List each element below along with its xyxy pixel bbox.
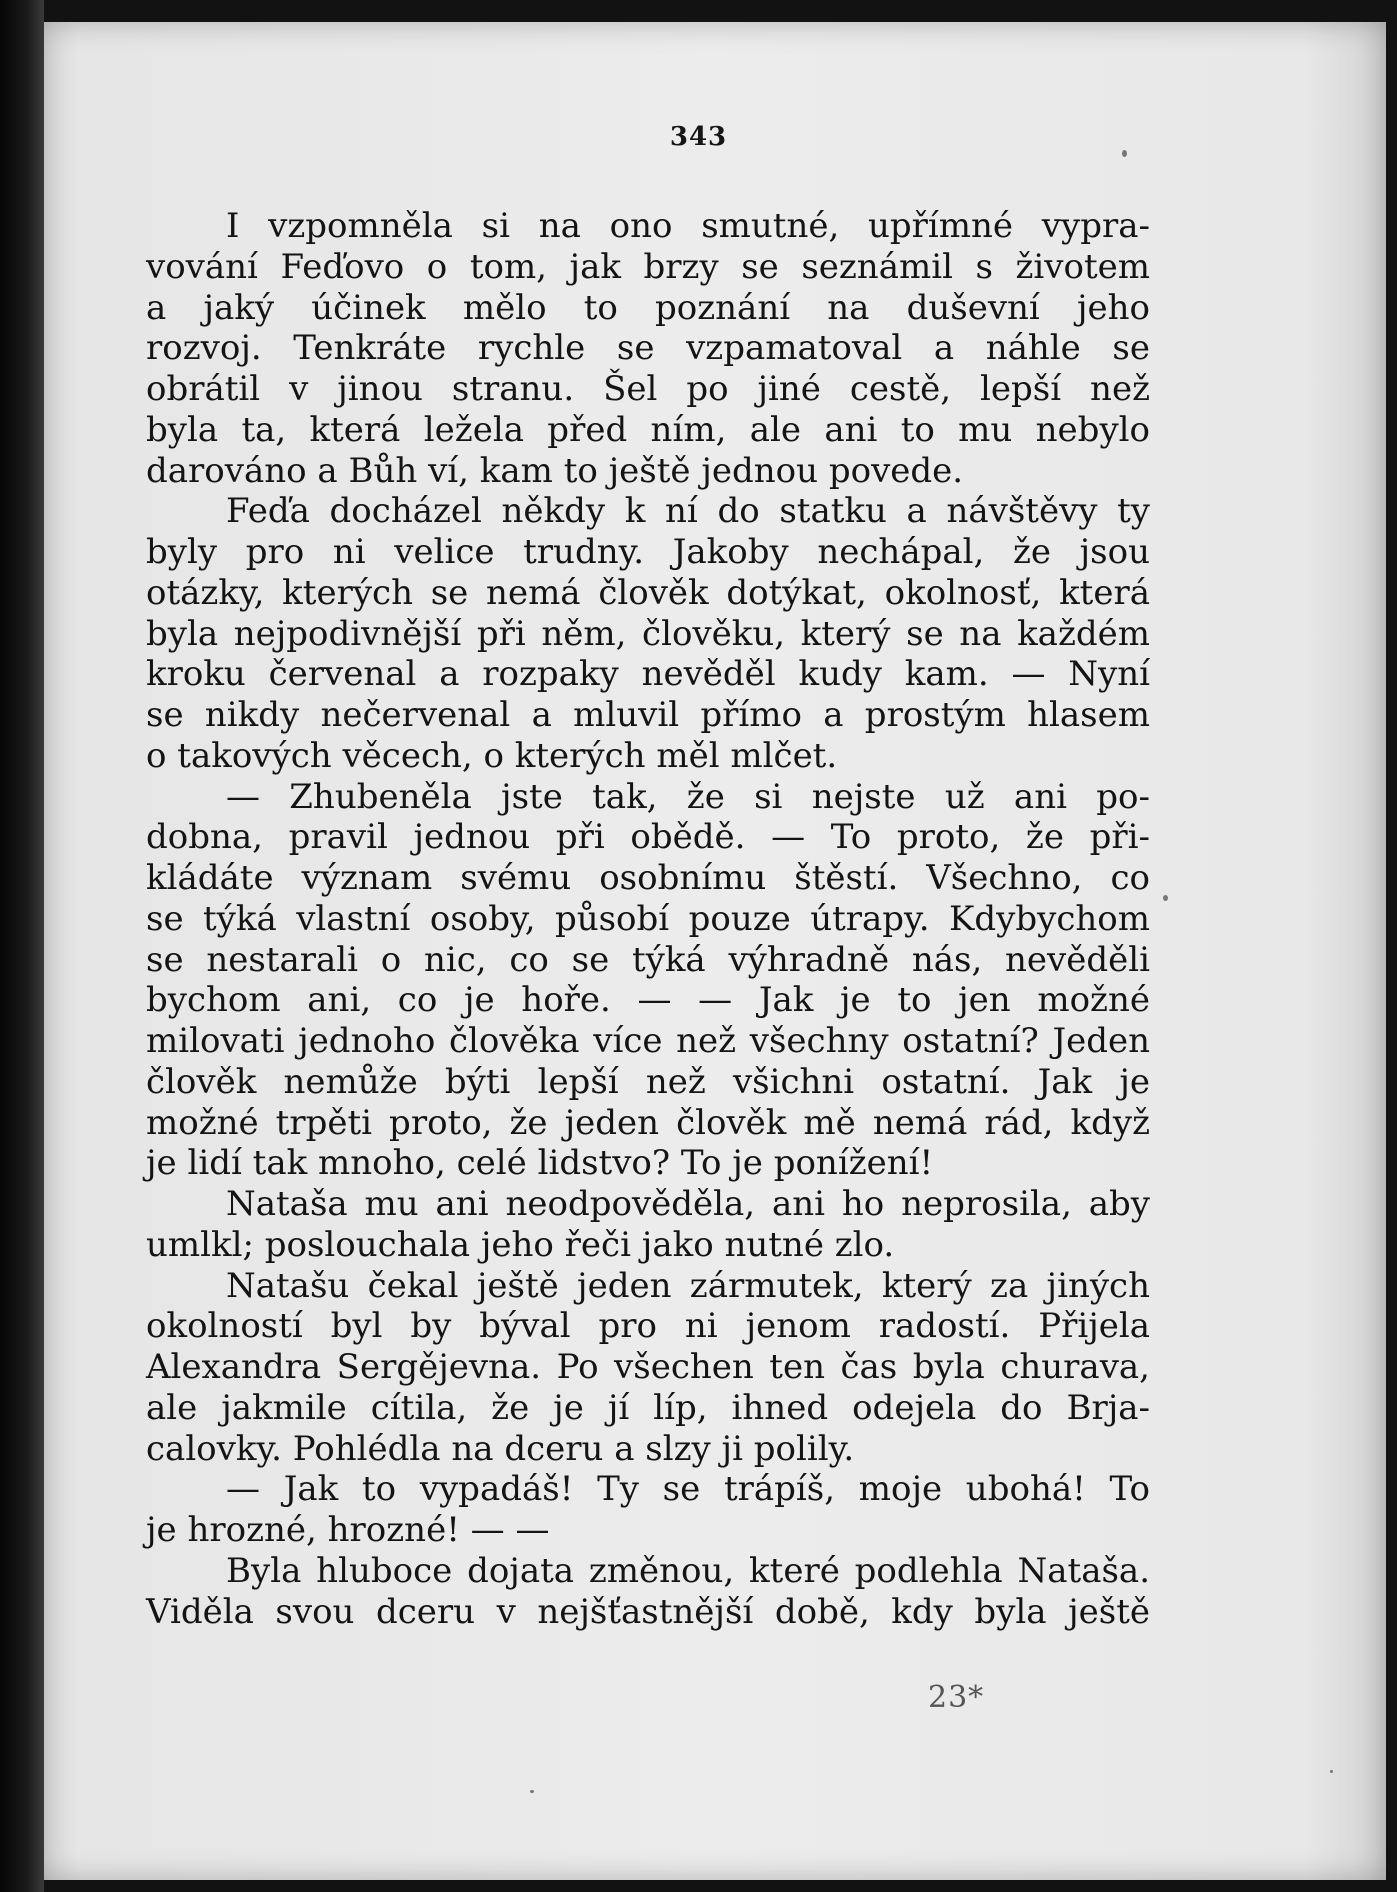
dust-speck [1330,1770,1333,1773]
text-line: ale jakmile cítila, že je jí líp, ihned odejela do Brja- [146,1387,1150,1428]
dust-speck [530,1790,534,1793]
text-line: bychom ani, co je hoře. — — Jak je to jen možné [146,980,1150,1021]
text-line: se nestarali o nic, co se týká výhradně nás, nevěděli [146,939,1150,980]
text-line: milovati jednoho člověka více než všechny ostatní? Jeden [146,1021,1150,1061]
text-line: se týká vlastní osoby, působí pouze útrapy. Kdybychom [146,898,1150,939]
text-line: Natašu čekal ještě jeden zármutek, který za jiných [226,1265,1150,1306]
text-line: Alexandra Sergějevna. Po všechen ten čas byla churava, [146,1347,1150,1387]
text-line: byla nejpodivnější při něm, člověku, který se na každém [146,613,1150,654]
text-line: je hrozné, hrozné! — — [146,1510,550,1550]
text-line: I vzpomněla si na ono smutné, upřímné vypra- [226,206,1150,246]
dust-speck [1163,895,1168,901]
text-line: a jaký účinek mělo to poznání na duševní jeho [146,287,1150,328]
text-line: darováno a Bůh ví, kam to ještě jednou povede. [146,450,964,491]
text-line: okolností byl by býval pro ni jenom radostí. Přijela [146,1306,1150,1347]
text-line: Nataša mu ani neodpověděla, ani ho neprosila, aby [226,1184,1150,1224]
page-number: 343 [669,122,728,152]
text-line: otázky, kterých se nemá člověk dotýkat, okolnosť, která [146,572,1150,613]
text-line: dobna, pravil jednou při obědě. — To proto, že při- [146,817,1150,858]
text-line: obrátil v jinou stranu. Šel po jiné cestě, lepší než [146,369,1150,409]
text-line: byla ta, která ležela před ním, ale ani to mu nebylo [146,409,1150,450]
text-line: Viděla svou dceru v nejšťastnější době, kdy byla ještě [146,1591,1150,1632]
text-line: o takových věcech, o kterých měl mlčet. [146,735,838,776]
text-line: možné trpěti proto, že jeden člověk mě nemá rád, když [146,1102,1150,1143]
text-line: byly pro ni velice trudny. Jakoby nechápal, že jsou [146,532,1150,572]
text-line: člověk nemůže býti lepší než všichni ostatní. Jak je [146,1061,1150,1102]
printer-signature-mark: 23* [928,1680,985,1715]
text-line: se nikdy nečervenal a mluvil přímo a prostým hlasem [146,695,1150,735]
text-line: — Zhubeněla jste tak, že si nejste už ani po- [226,776,1150,817]
text-line: Byla hluboce dojata změnou, které podlehla Nataša. [226,1550,1150,1591]
book-spine-shadow [0,0,44,1892]
text-line: — Jak to vypadáš! Ty se trápíš, moje ubohá! To [226,1469,1150,1510]
text-line: Feďa docházel někdy k ní do statku a návštěvy ty [226,491,1150,532]
text-line: kládáte význam svému osobnímu štěstí. Všechno, co [146,858,1150,898]
body-text [146,206,1150,1632]
text-line: vování Feďovo o tom, jak brzy se seznámil s životem [146,246,1150,287]
text-line: je lidí tak mnoho, celé lidstvo? To je ponížení! [146,1143,934,1184]
text-line: calovky. Pohlédla na dceru a slzy ji polily. [146,1428,855,1469]
text-line: kroku červenal a rozpaky nevěděl kudy kam. — Nyní [146,654,1150,695]
text-line: umlkl; poslouchala jeho řeči jako nutné zlo. [146,1224,895,1265]
text-line: rozvoj. Tenkráte rychle se vzpamatoval a náhle se [146,328,1150,369]
